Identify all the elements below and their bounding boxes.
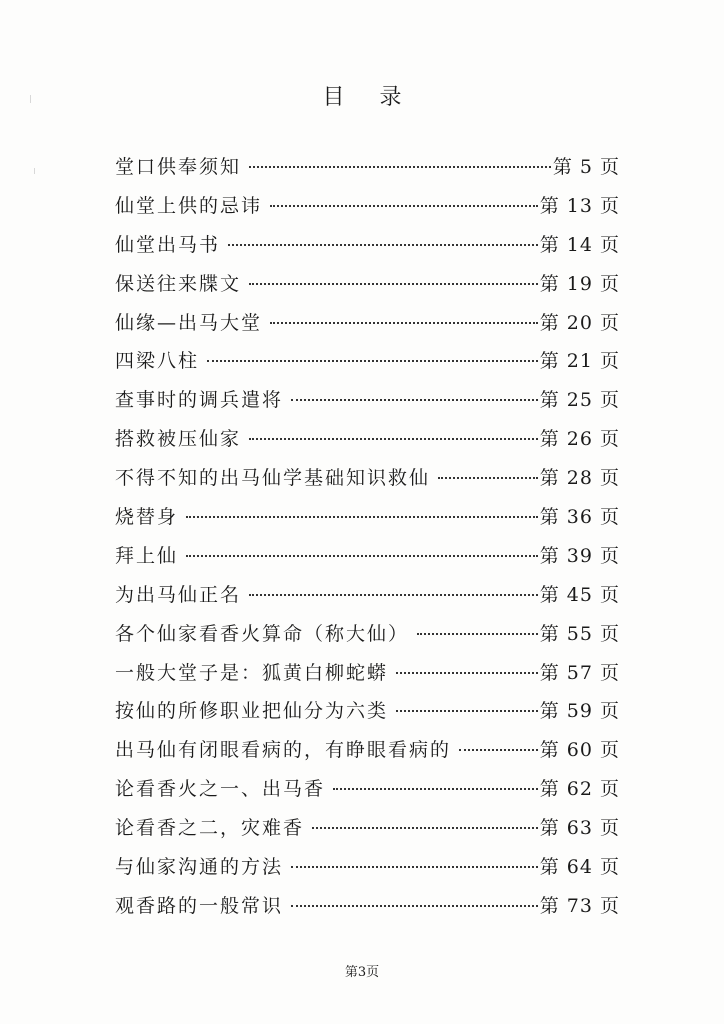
toc-leader-dots <box>333 788 538 790</box>
toc-entry-page: 第 45 页 <box>539 583 620 606</box>
toc-entry <box>115 891 620 930</box>
toc-entry-page: 第 13 页 <box>539 194 620 217</box>
toc-entry <box>115 580 620 619</box>
toc-entry-title: 仙堂出马书 <box>115 233 221 256</box>
page-title: 目 录 <box>322 85 416 110</box>
toc-entry <box>115 269 620 308</box>
toc-entry-title: 与仙家沟通的方法 <box>115 856 284 879</box>
toc-entry-title: 拜上仙 <box>115 544 179 567</box>
toc-leader-dots <box>207 360 538 362</box>
toc-entry-title: 四梁八柱 <box>115 350 200 373</box>
toc-entry-title: 各个仙家看香火算命（称大仙） <box>115 622 410 645</box>
toc-entry-title: 不得不知的出马仙学基础知识救仙 <box>115 467 431 490</box>
toc-entry-title: 论看香火之一、出马香 <box>115 778 326 801</box>
toc-entry <box>115 619 620 658</box>
toc-leader-dots <box>291 905 538 907</box>
toc-entry <box>115 463 620 502</box>
toc-leader-dots <box>417 633 538 635</box>
toc-entry <box>115 502 620 541</box>
page-number: 第3页 <box>344 965 380 980</box>
toc-entry-title: 论看香之二，灾难香 <box>115 817 305 840</box>
toc-entry-title: 查事时的调兵遣将 <box>115 389 284 412</box>
toc-entry-page: 第 21 页 <box>539 350 620 373</box>
toc-entry-page: 第 63 页 <box>539 817 620 840</box>
toc-leader-dots <box>249 166 551 168</box>
toc-entry <box>115 735 620 774</box>
toc-entry-title: 观香路的一般常识 <box>115 894 284 917</box>
toc-entry-page: 第 5 页 <box>552 156 620 178</box>
toc-entry <box>115 191 620 230</box>
toc-entry-title: 堂口供奉须知 <box>115 156 242 178</box>
toc-entry-title: 仙缘—出马大堂 <box>115 311 263 334</box>
toc-leader-dots <box>270 205 538 207</box>
toc-entry-page: 第 19 页 <box>539 272 620 295</box>
toc-entry-title: 按仙的所修职业把仙分为六类 <box>115 700 389 723</box>
toc-entry-title: 仙堂上供的忌讳 <box>115 194 263 217</box>
toc-leader-dots <box>270 322 538 324</box>
toc-leader-dots <box>249 438 538 440</box>
toc-entry-page: 第 39 页 <box>539 544 620 567</box>
toc-leader-dots <box>249 283 538 285</box>
toc-entry <box>115 346 620 385</box>
toc-leader-dots <box>396 710 538 712</box>
toc-entry-page: 第 62 页 <box>539 778 620 801</box>
toc-entry-page: 第 57 页 <box>539 661 620 684</box>
toc-leader-dots <box>186 555 538 557</box>
toc-entry-page: 第 36 页 <box>539 506 620 529</box>
toc-leader-dots <box>312 827 538 829</box>
toc-entry-title: 一般大堂子是：狐黄白柳蛇蟒 <box>115 661 389 684</box>
toc-entry-title: 出马仙有闭眼看病的，有睁眼看病的 <box>115 739 452 762</box>
toc-entry-title: 烧替身 <box>115 506 179 529</box>
toc-entry <box>115 852 620 891</box>
toc-leader-dots <box>228 244 538 246</box>
toc-entry-title: 为出马仙正名 <box>115 583 242 606</box>
toc-leader-dots <box>186 516 538 518</box>
toc-entry <box>115 696 620 735</box>
toc-entry-page: 第 59 页 <box>539 700 620 723</box>
toc-leader-dots <box>438 477 538 479</box>
toc-leader-dots <box>291 399 538 401</box>
toc-entry <box>115 152 620 191</box>
toc-entry-title: 保送往来牒文 <box>115 272 242 295</box>
toc-entry-title: 搭救被压仙家 <box>115 428 242 451</box>
toc-entry <box>115 230 620 269</box>
toc-entry <box>115 813 620 852</box>
toc-leader-dots <box>459 749 538 751</box>
toc-entry-page: 第 28 页 <box>539 467 620 490</box>
toc-entry-page: 第 20 页 <box>539 311 620 334</box>
scan-mark <box>34 168 35 174</box>
toc-entry-page: 第 60 页 <box>539 739 620 762</box>
toc-entry-page: 第 64 页 <box>539 856 620 879</box>
toc-entry <box>115 658 620 697</box>
toc-entry-page: 第 25 页 <box>539 389 620 412</box>
toc-entry <box>115 424 620 463</box>
toc-entry-page: 第 73 页 <box>539 894 620 917</box>
toc-leader-dots <box>249 594 538 596</box>
toc-leader-dots <box>396 672 538 674</box>
toc-entry <box>115 385 620 424</box>
toc-entry-page: 第 26 页 <box>539 428 620 451</box>
toc-entry <box>115 541 620 580</box>
toc-entry <box>115 308 620 347</box>
toc-entry-page: 第 55 页 <box>539 622 620 645</box>
toc-entry-page: 第 14 页 <box>539 233 620 256</box>
toc-entry <box>115 774 620 813</box>
toc-list <box>115 152 620 930</box>
toc-leader-dots <box>291 866 538 868</box>
